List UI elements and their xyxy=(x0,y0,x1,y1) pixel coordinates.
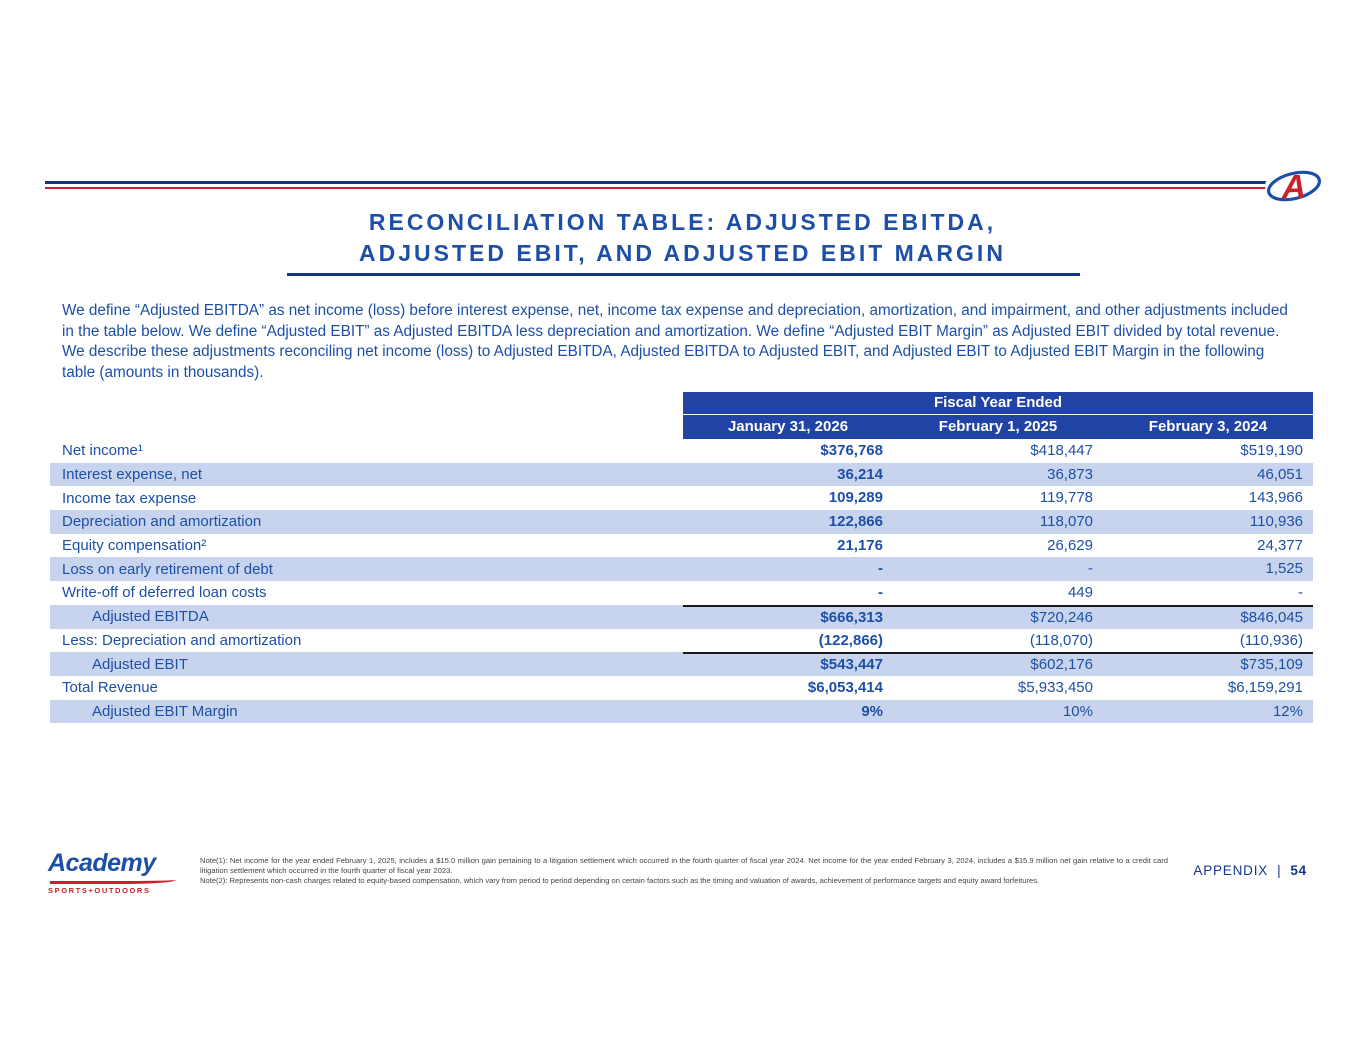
svg-text:A: A xyxy=(1282,168,1306,205)
column-header: February 1, 2025 xyxy=(893,415,1103,439)
table-row-adjusted-ebitda xyxy=(50,605,1313,629)
table-row-adjusted-ebit-margin xyxy=(50,700,1313,724)
cell-value: 36,214 xyxy=(837,465,883,483)
cell-value: $5,933,450 xyxy=(1017,678,1093,696)
row-label: Net income¹ xyxy=(62,442,143,460)
cell-value: 10% xyxy=(1062,702,1093,720)
cell-value: $666,313 xyxy=(683,605,893,629)
row-label: Write-off of deferred loan costs xyxy=(62,584,267,602)
column-header: February 3, 2024 xyxy=(1103,415,1313,439)
cell-value: $376,768 xyxy=(820,442,883,459)
table-row xyxy=(50,676,1313,700)
row-label: Adjusted EBITDA xyxy=(92,608,209,626)
row-label: Income tax expense xyxy=(62,489,197,507)
cell-value: $602,176 xyxy=(893,652,1103,676)
cell-value: 24,377 xyxy=(1257,536,1303,554)
row-label: Adjusted EBIT Margin xyxy=(92,702,238,720)
row-label: Loss on early retirement of debt xyxy=(62,560,273,578)
academy-logo-subtext: SPORTS+OUTDOORS xyxy=(48,886,151,895)
cell-value: - xyxy=(878,560,883,578)
table-row xyxy=(50,439,1313,463)
table-row xyxy=(50,581,1313,605)
table-date-header-row xyxy=(50,415,1313,439)
table-row xyxy=(50,534,1313,558)
footnote-1: Note(1): Net income for the year ended February 1, 2025, includes a $15.0 million gain pertaining to a litigation settlement which occurred in the fourth quarter of fiscal year 2024. Net income for the year ended February 3, 2024, includes a $15.9 million net gain relative to a credit card litigation settlement which occurred in the fourth quarter of fiscal year 2023. xyxy=(200,856,1168,875)
table-row xyxy=(50,629,1313,653)
academy-wordmark-logo xyxy=(48,851,178,895)
cell-value: $735,109 xyxy=(1103,652,1313,676)
intro-paragraph: We define “Adjusted EBITDA” as net income (loss) before interest expense, net, income tax expense and depreciation, amortization, and impairment, and other adjustments included in the table below. We define “Adjusted EBIT” as Adjusted EBITDA less depreciation and amortization. We define “Adjusted EBIT Margin” as Adjusted EBIT divided by total revenue. We describe these adjustments reconciling net income (loss) to Adjusted EBITDA, Adjusted EBITDA to Adjusted EBIT, and Adjusted EBIT to Adjusted EBIT Margin in the following table (amounts in thousands). xyxy=(62,302,1288,381)
cell-value: - xyxy=(1088,560,1093,578)
cell-value: 26,629 xyxy=(1047,536,1093,554)
table-row xyxy=(50,510,1313,534)
cell-value: $846,045 xyxy=(1103,605,1313,629)
row-label: Adjusted EBIT xyxy=(92,655,188,673)
row-label: Less: Depreciation and amortization xyxy=(62,631,302,649)
cell-value: 12% xyxy=(1272,702,1303,720)
cell-value: 36,873 xyxy=(1047,465,1093,483)
footnote-2: Note(2): Represents non-cash charges related to equity-based compensation, which vary from period to period depending on certain factors such as the timing and valuation of awards, achievement of performance targets and equity award forfeitures. xyxy=(200,876,1040,886)
cell-value: $6,159,291 xyxy=(1227,678,1303,696)
appendix-page-indicator xyxy=(1193,863,1307,878)
page-number: 54 xyxy=(1290,863,1307,878)
fiscal-year-ended-header: Fiscal Year Ended xyxy=(683,392,1313,415)
cell-value: 9% xyxy=(861,702,883,720)
title-underline xyxy=(287,273,1080,276)
row-label: Interest expense, net xyxy=(62,466,203,484)
date-headers xyxy=(683,415,1313,439)
appendix-label: APPENDIX xyxy=(1193,863,1269,878)
cell-value: 143,966 xyxy=(1248,489,1303,507)
cell-value: $6,053,414 xyxy=(807,678,883,696)
page-title-line2: ADJUSTED EBIT, AND ADJUSTED EBIT MARGIN xyxy=(359,240,1006,266)
footnotes xyxy=(200,856,1168,887)
cell-value: 449 xyxy=(1067,584,1093,602)
cell-value: $519,190 xyxy=(1240,442,1303,459)
cell-value: 110,936 xyxy=(1249,513,1303,531)
table-row xyxy=(50,557,1313,581)
row-label: Total Revenue xyxy=(62,679,158,697)
table-row-adjusted-ebit xyxy=(50,652,1313,676)
academy-a-logo-icon xyxy=(1262,164,1326,208)
page-title-line1: RECONCILIATION TABLE: ADJUSTED EBITDA, xyxy=(368,209,997,235)
header-spacer xyxy=(50,415,683,439)
cell-value: (118,070) xyxy=(1029,631,1093,649)
cell-value: $418,447 xyxy=(1030,442,1093,459)
cell-value: (122,866) xyxy=(818,631,883,649)
column-header: January 31, 2026 xyxy=(683,415,893,439)
table-row xyxy=(50,463,1313,487)
academy-logo-text: Academy xyxy=(48,849,156,877)
cell-value: 119,778 xyxy=(1039,489,1093,507)
cell-value: 46,051 xyxy=(1257,465,1303,483)
divider-red-line xyxy=(45,187,1320,189)
appendix-separator: | xyxy=(1277,863,1282,878)
cell-value: $543,447 xyxy=(683,652,893,676)
cell-value: (110,936) xyxy=(1239,631,1303,649)
page-title xyxy=(0,207,1365,269)
cell-value: - xyxy=(1298,584,1303,602)
table-group-header-row xyxy=(50,392,1313,415)
cell-value: 21,176 xyxy=(837,536,883,554)
cell-value: 109,289 xyxy=(828,489,883,507)
cell-value: 118,070 xyxy=(1039,513,1093,531)
top-divider xyxy=(45,168,1320,205)
row-label: Equity compensation² xyxy=(62,537,207,555)
cell-value: 122,866 xyxy=(828,513,883,531)
reconciliation-table xyxy=(50,392,1313,723)
logo-swoosh xyxy=(50,877,176,884)
cell-value: $720,246 xyxy=(893,605,1103,629)
cell-value: 1,525 xyxy=(1265,560,1303,578)
row-label: Depreciation and amortization xyxy=(62,513,262,531)
header-spacer xyxy=(50,392,683,415)
cell-value: - xyxy=(878,584,883,602)
table-row xyxy=(50,486,1313,510)
